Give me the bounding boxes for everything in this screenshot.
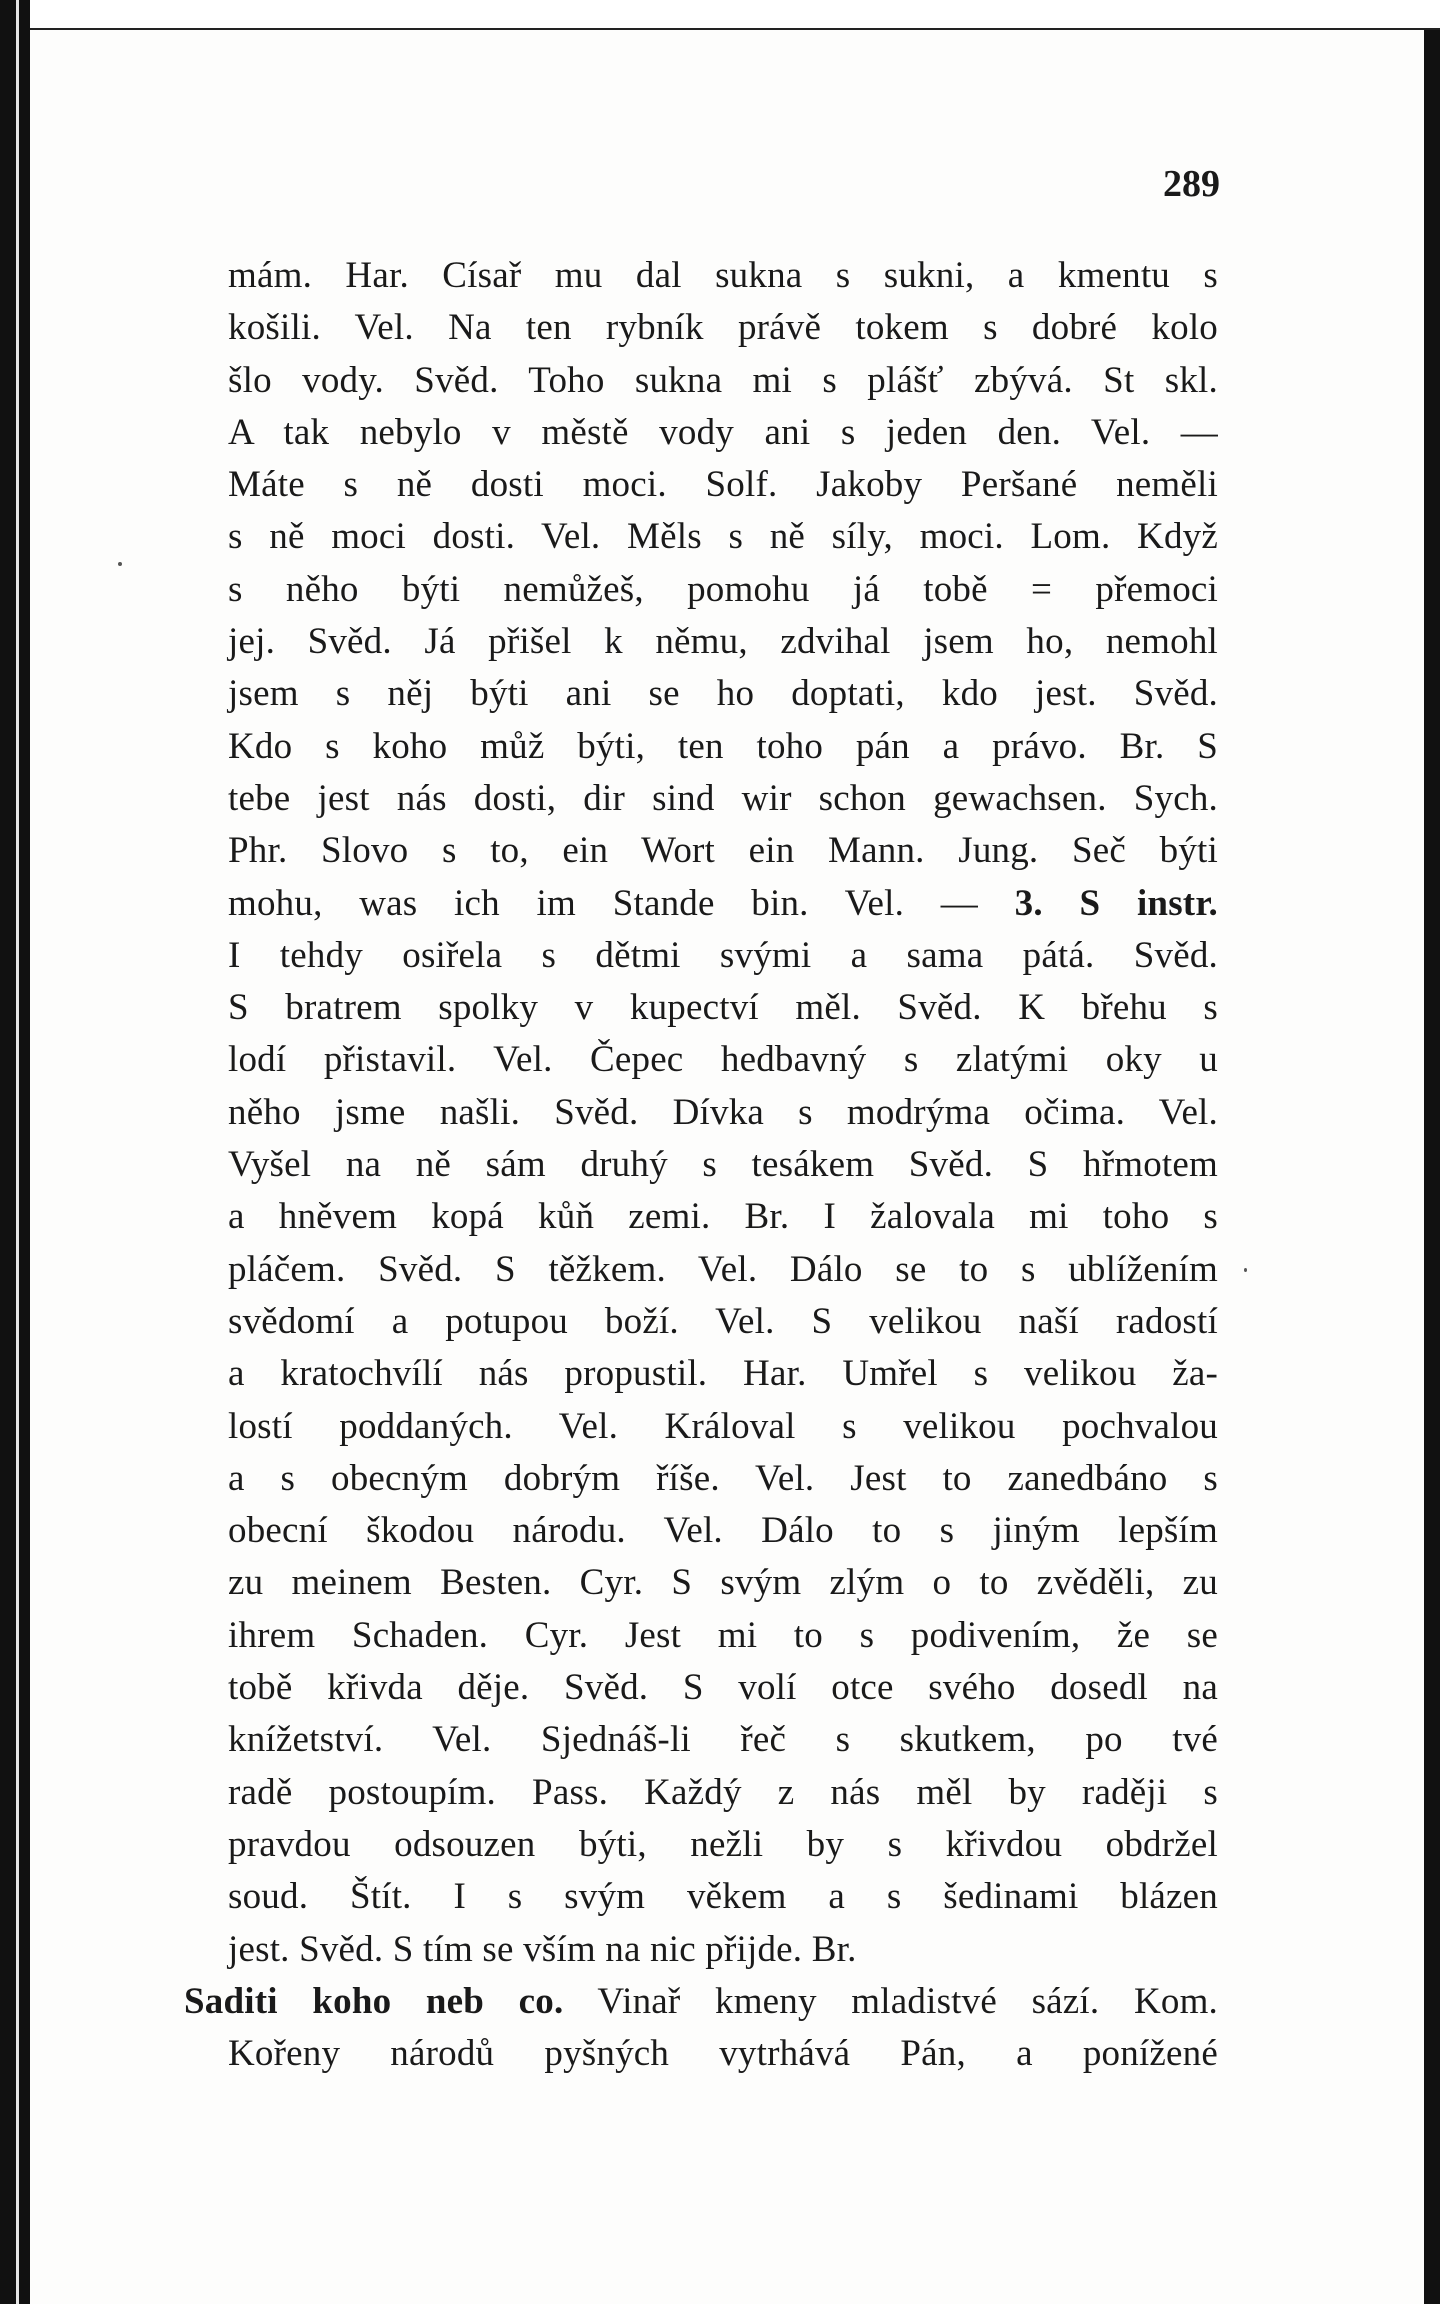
text-line: knížetství. Vel. Sjednáš-li řeč s skutkem, po tvé [228, 1719, 1218, 1761]
text-line: tebe jest nás dosti, dir sind wir schon gewachsen. Sych. [228, 777, 1218, 819]
section-heading: 3. S instr. [1014, 882, 1219, 924]
scan-speck [118, 562, 122, 566]
text-line: Kdo s koho můž býti, ten toho pán a právo. Br. S [228, 725, 1218, 767]
scan-right-border [1424, 30, 1440, 2304]
text-line: Vyšel na ně sám druhý s tesákem Svěd. S hřmotem [228, 1144, 1218, 1186]
text-line: zu meinem Besten. Cyr. S svým zlým o to zvěděli, zu [228, 1562, 1218, 1604]
text-line: a kratochvílí nás propustil. Har. Umřel s velikou ža- [228, 1353, 1218, 1395]
text-line: jest. Svěd. S tím se vším na nic přijde. Br. [228, 1928, 857, 1970]
text-line: jej. Svěd. Já přišel k němu, zdvihal jsem ho, nemohl [228, 621, 1218, 663]
text-line: I tehdy osiřela s dětmi svými a sama pátá. Svěd. [228, 934, 1218, 976]
text-line: s ně moci dosti. Vel. Měls s ně síly, moci. Lom. Když [228, 516, 1218, 558]
text-line: pláčem. Svěd. S těžkem. Vel. Dálo se to s ublížením [228, 1248, 1218, 1290]
text-line: ihrem Schaden. Cyr. Jest mi to s podivením, že se [228, 1614, 1218, 1656]
text-line: Phr. Slovo s to, ein Wort ein Mann. Jung. Seč býti [228, 830, 1218, 872]
text-line: tobě křivda děje. Svěd. S volí otce svého dosedl na [228, 1667, 1218, 1709]
text-line: Kořeny národů pyšných vytrhává Pán, a ponížené [228, 2033, 1218, 2075]
scan-left-border [0, 0, 30, 2304]
text-line: radě postoupím. Pass. Každý z nás měl by raději s [228, 1771, 1218, 1813]
text-line: šlo vody. Svěd. Toho sukna mi s plášť zbývá. St skl. [228, 359, 1218, 401]
text-line: obecní škodou národu. Vel. Dálo to s jiným lepším [228, 1510, 1218, 1552]
text-line: s něho býti nemůžeš, pomohu já tobě = přemoci [228, 568, 1218, 610]
text-line: S bratrem spolky v kupectví měl. Svěd. K břehu s [228, 987, 1218, 1029]
text-line: něho jsme našli. Svěd. Dívka s modrýma očima. Vel. [228, 1091, 1218, 1133]
entry-text: Vinař kmeny mladistvé sází. Kom. [563, 1980, 1218, 2022]
text-line: a hněvem kopá kůň zemi. Br. I žalovala mi toho s [228, 1196, 1218, 1238]
text-line: košili. Vel. Na ten rybník právě tokem s dobré kolo [228, 307, 1218, 349]
scan-speck [1244, 1268, 1247, 1272]
entry-headword: Saditi koho neb co. [184, 1980, 564, 2022]
body-text [184, 250, 1219, 2080]
text-line: pravdou odsouzen býti, nežli by s křivdou obdržel [228, 1823, 1218, 1865]
page-number: 289 [1163, 163, 1220, 205]
text-line: mám. Har. Císař mu dal sukna s sukni, a kmentu s [228, 255, 1218, 296]
text-line: Máte s ně dosti moci. Solf. Jakoby Peršané neměli [228, 464, 1218, 506]
text-line: lodí přistavil. Vel. Čepec hedbavný s zlatými oky u [228, 1039, 1218, 1081]
text-line: lostí poddaných. Vel. Královal s velikou pochvalou [228, 1405, 1218, 1447]
entry-line [184, 1976, 1218, 2028]
scan-left-border-highlight [16, 0, 19, 2304]
text-line: A tak nebylo v městě vody ani s jeden den. Vel. — [228, 411, 1218, 453]
text-line: soud. Štít. I s svým věkem a s šedinami blázen [228, 1876, 1218, 1918]
text-line-with-section [228, 878, 1218, 930]
text-line: a s obecným dobrým říše. Vel. Jest to zanedbáno s [228, 1457, 1218, 1499]
text-line: svědomí a potupou boží. Vel. S velikou naší radostí [228, 1300, 1218, 1342]
text-line-segment: mohu, was ich im Stande bin. Vel. — [228, 882, 978, 924]
text-line: jsem s něj býti ani se ho doptati, kdo jest. Svěd. [228, 673, 1218, 715]
